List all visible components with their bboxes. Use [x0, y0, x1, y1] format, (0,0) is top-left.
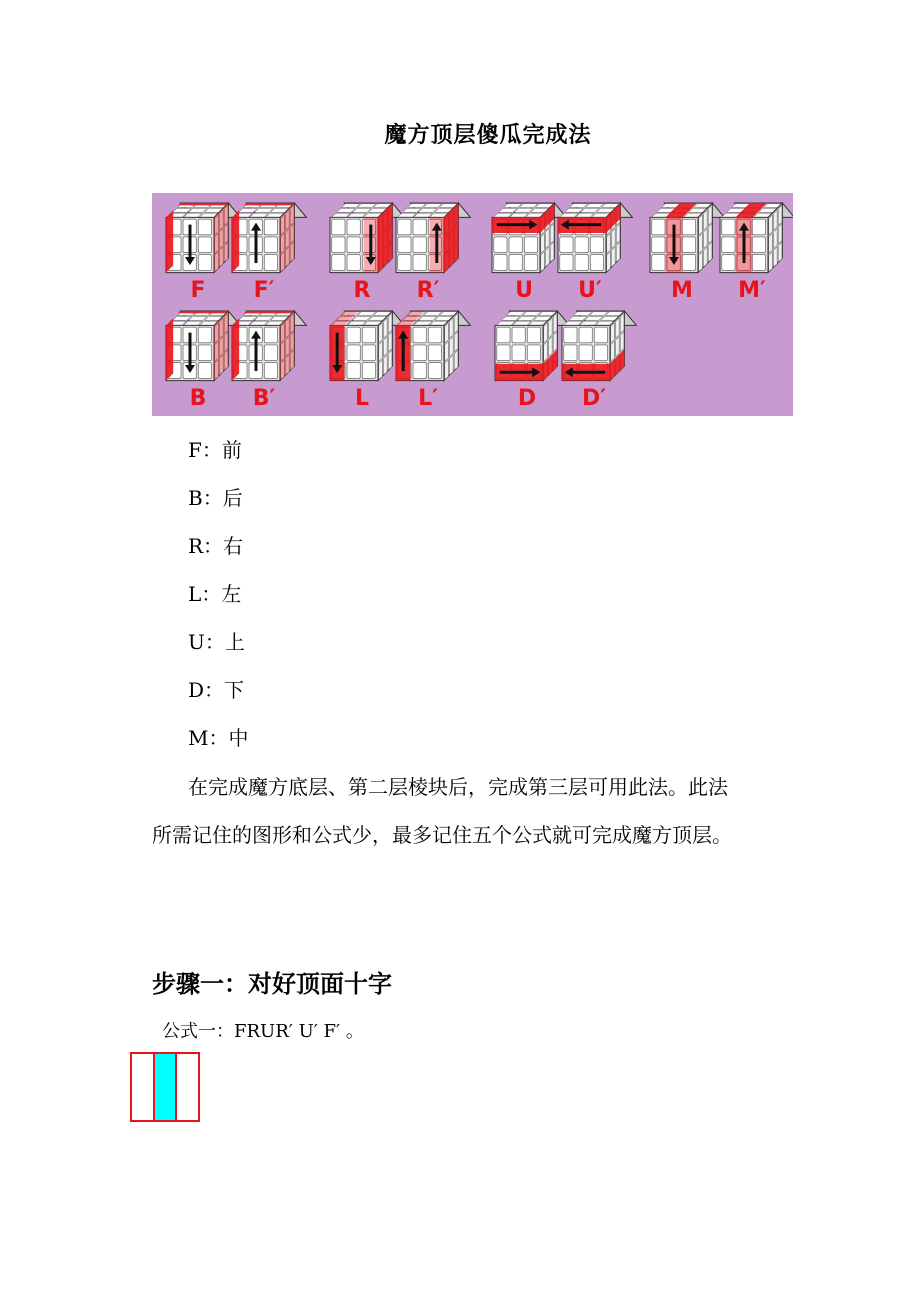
moves-diagram-svg: [152, 193, 793, 416]
move-label-1: F: [190, 278, 206, 303]
cube-down-prime: [562, 311, 636, 381]
move-label-11: L: [354, 386, 370, 411]
step-heading: 步骤一：对好顶面十字: [152, 970, 392, 998]
pattern-cell-right: [175, 1054, 198, 1120]
cube-down: [495, 311, 569, 381]
move-label-5: U: [515, 278, 533, 303]
move-label-4: R′: [416, 278, 440, 303]
cube-middle: [650, 203, 724, 273]
cube-middle-prime: [720, 203, 793, 273]
definition-f: F：前: [188, 438, 242, 462]
definition-r: R：右: [188, 534, 244, 558]
definition-m: M：中: [188, 726, 249, 750]
move-label-3: R: [353, 278, 371, 303]
definition-l: L：左: [188, 582, 242, 606]
document-title: 魔方顶层傻瓜完成法: [384, 123, 592, 148]
move-label-7: M: [671, 278, 693, 303]
move-label-2: F′: [253, 278, 275, 303]
cube-left-prime: [396, 311, 470, 381]
cube-right: [330, 203, 404, 273]
cube-up: [492, 203, 566, 273]
definition-d: D：下: [188, 678, 245, 702]
definition-b: B：后: [188, 486, 243, 510]
move-label-8: M′: [738, 278, 766, 303]
cube-left: [330, 311, 404, 381]
intro-paragraph-line-1: 在完成魔方底层、第二层棱块后，完成第三层可用此法。此法: [188, 775, 728, 799]
move-label-14: D′: [581, 386, 607, 411]
cube-back-prime: [232, 311, 306, 381]
cube-back: [166, 311, 240, 381]
move-label-13: D: [517, 386, 537, 411]
cube-front-prime: [232, 203, 306, 273]
move-label-6: U′: [578, 278, 602, 303]
intro-paragraph-line-2: 所需记住的图形和公式少，最多记住五个公式就可完成魔方顶层。: [152, 823, 732, 847]
pattern-cell-left: [132, 1054, 153, 1120]
move-label-12: L′: [418, 386, 438, 411]
formula-one: 公式一：FRUR′ U′ F′ 。: [162, 1021, 364, 1042]
cube-up-prime: [558, 203, 632, 273]
move-label-10: B′: [252, 386, 276, 411]
pattern-cell-center: [153, 1054, 176, 1120]
move-label-9: B: [189, 386, 207, 411]
top-cross-pattern: [130, 1052, 200, 1122]
definition-u: U：上: [188, 630, 245, 654]
cube-right-prime: [396, 203, 470, 273]
moves-diagram: [152, 193, 793, 416]
cube-front: [166, 203, 240, 273]
